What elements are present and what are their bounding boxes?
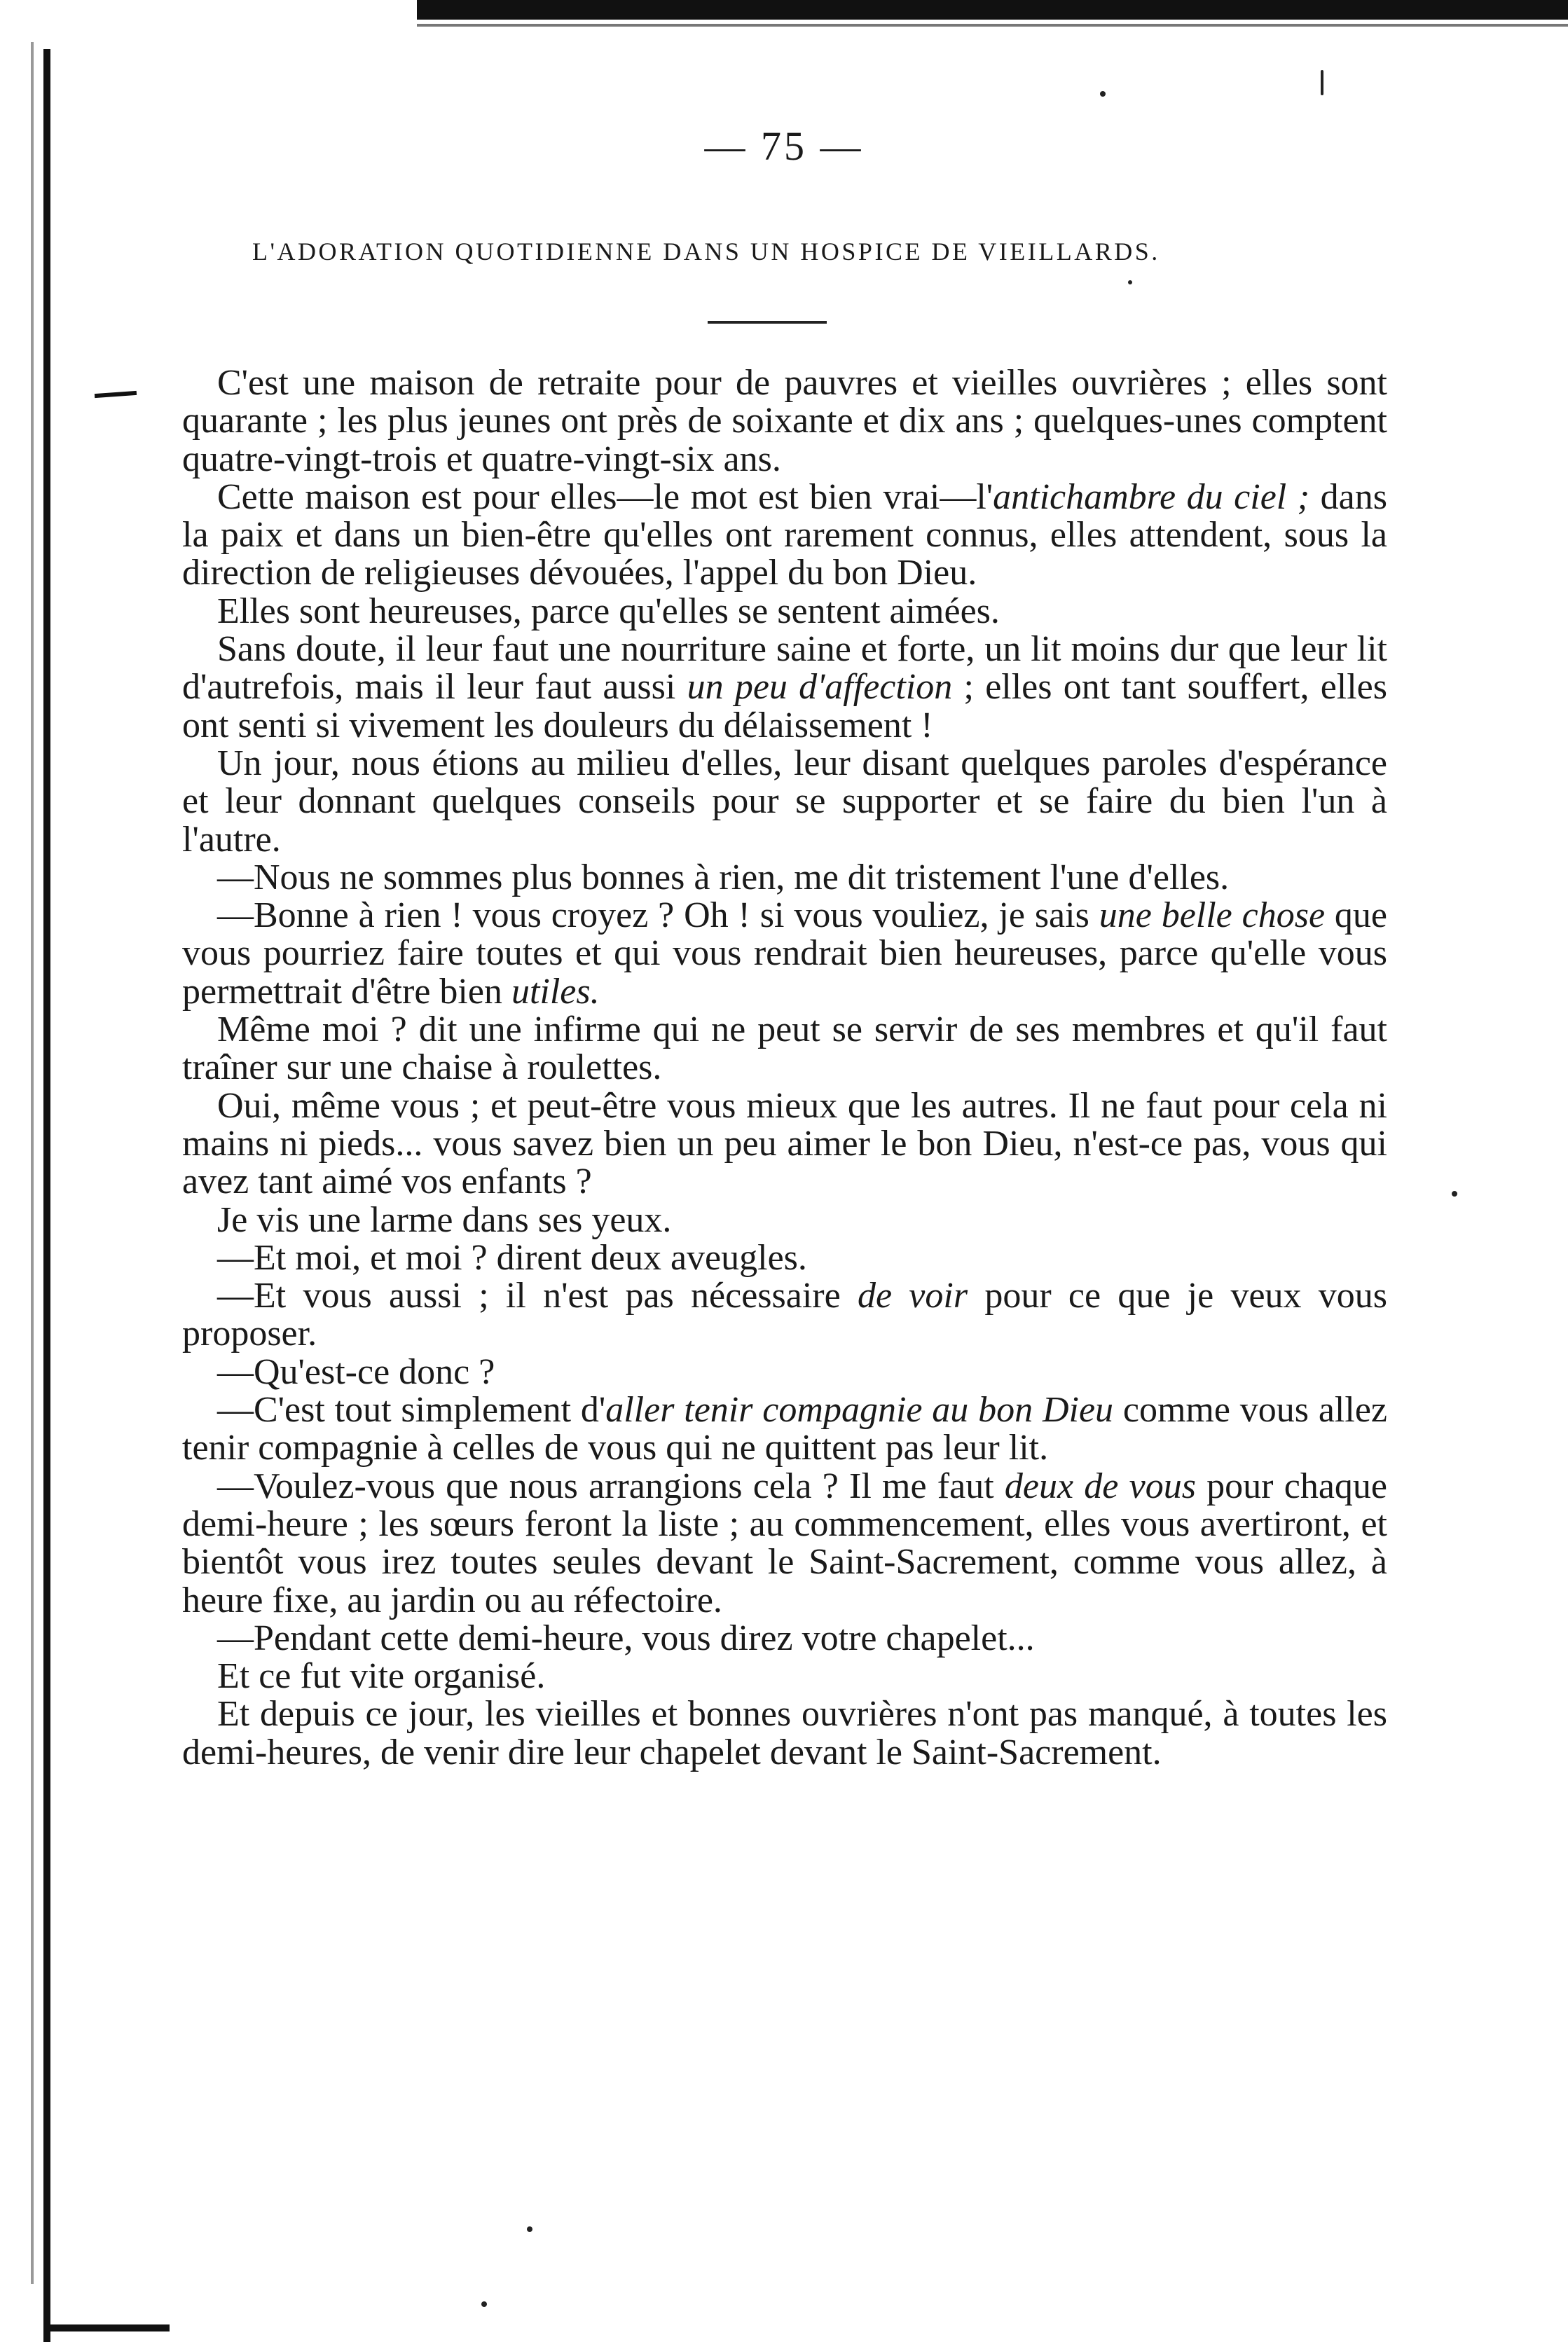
scan-top-rule: [417, 0, 1568, 29]
text-run: pour ce que je veux vous proposer.: [182, 1276, 1388, 1354]
italic-run: un peu d'affection: [687, 667, 953, 708]
text-run: Un jour, nous étions au milieu d'elles, leur disant quelques paroles d'espérance et leur donnant quelques conseils pour se supporter et se faire du bien l'un à l'autre.: [182, 743, 1387, 860]
paragraph: [182, 897, 1387, 1011]
paragraph: [182, 745, 1387, 859]
scan-left-shadow: [31, 42, 34, 2284]
paragraph: [182, 593, 1387, 631]
paragraph: [182, 478, 1387, 593]
text-run: —Qu'est-ce donc ?: [217, 1351, 495, 1392]
section-divider: [708, 321, 827, 324]
scan-speck: [1100, 91, 1106, 97]
paragraph: [182, 859, 1387, 897]
italic-run: deux de vous: [1004, 1466, 1196, 1506]
paragraph: [182, 1353, 1387, 1391]
paragraph: [182, 1620, 1387, 1658]
text-run: C'est une maison de retraite pour de pauvres et vieilles ouvrières ; elles sont quarante ; les plus jeunes ont près de soixante et dix ans ; quelques-unes comptent quatre-vingt-trois et quatre-vingt-six ans.: [182, 363, 1387, 479]
paragraph: [182, 1391, 1387, 1468]
text-run: Elles sont heureuses, parce qu'elles se sentent aimées.: [217, 591, 1000, 631]
paragraph: [182, 1201, 1387, 1239]
paragraph: [182, 1087, 1387, 1201]
text-run: —Nous ne sommes plus bonnes à rien, me dit tristement l'une d'elles.: [217, 857, 1230, 897]
paragraph: [182, 1277, 1387, 1353]
italic-run: une belle chose: [1099, 895, 1326, 936]
text-run: Et ce fut vite organisé.: [217, 1656, 546, 1697]
text-run: pour chaque demi-heure ; les sœurs feront la liste ; au commencement, elles vous avertiront, et bientôt vous irez toutes seules devant le Saint-Sacrement, comme vous allez, à heure fixe, au jardin ou au réfectoire.: [182, 1466, 1387, 1620]
text-run: comme vous allez tenir compagnie à celles de vous qui ne quittent pas leur lit.: [182, 1390, 1387, 1468]
text-run: dans la paix et dans un bien-être qu'elles ont rarement connus, elles attendent, sous la direction de religieuses dévouées, l'appel du bon Dieu.: [182, 476, 1387, 593]
text-run: —Bonne à rien ! vous croyez ? Oh ! si vous vouliez, je sais: [217, 895, 1099, 936]
scan-speck: [527, 2226, 532, 2232]
scan-speck: [481, 2301, 487, 2307]
text-run: —Et vous aussi ; il n'est pas nécessaire: [217, 1276, 858, 1316]
scan-bottom-rule: [43, 2324, 170, 2331]
text-run: —Voulez-vous que nous arrangions cela ? Il me faut: [217, 1466, 1005, 1506]
text-run: Même moi ? dit une infirme qui ne peut se servir de ses membres et qu'il faut traîner sur une chaise à roulettes.: [182, 1010, 1387, 1088]
text-run: Cette maison est pour elles—le mot est bien vrai—l': [217, 476, 993, 517]
scan-speck: [1321, 70, 1323, 95]
text-run: Oui, même vous ; et peut-être vous mieux que les autres. Il ne faut pour cela ni mains ni pieds... vous savez bien un peu aimer le bon Dieu, n'est-ce pas, vous qui avez tant aimé vos enfants ?: [182, 1085, 1387, 1202]
text-run: que vous pourriez faire toutes et qui vous rendrait bien heureuses, parce qu'elle vous permettrait d'être bien: [182, 895, 1388, 1012]
text-run: —Pendant cette demi-heure, vous direz votre chapelet...: [217, 1618, 1035, 1658]
scan-speck: [1128, 280, 1132, 284]
paragraph: [182, 1658, 1387, 1695]
paragraph: [182, 1695, 1387, 1772]
italic-run: utiles.: [511, 971, 600, 1012]
text-run: Sans doute, il leur faut une nourriture saine et forte, un lit moins dur que leur lit d'autrefois, mais il leur faut aussi: [182, 629, 1387, 708]
italic-run: antichambre du ciel ;: [993, 476, 1310, 517]
paragraph: [182, 631, 1387, 745]
text-run: —C'est tout simplement d': [217, 1390, 606, 1431]
margin-dash-mark: [95, 391, 137, 398]
text-run: Je vis une larme dans ses yeux.: [217, 1199, 672, 1240]
paragraph: [182, 1011, 1387, 1087]
scan-speck: [1452, 1191, 1457, 1197]
text-run: —Et moi, et moi ? dirent deux aveugles.: [217, 1237, 807, 1278]
italic-run: de voir: [857, 1276, 968, 1316]
paragraph: [182, 1239, 1387, 1277]
text-run: ; elles ont tant souffert, elles ont senti si vivement les douleurs du délaissement !: [182, 667, 1387, 745]
paragraph: [182, 1468, 1387, 1620]
italic-run: aller tenir compagnie au bon Dieu: [605, 1390, 1114, 1431]
chapter-heading: L'ADORATION QUOTIDIENNE DANS UN HOSPICE DE VIEILLARDS.: [252, 237, 1160, 266]
page-number: — 75 —: [704, 123, 864, 169]
body-text: [182, 364, 1387, 1772]
text-run: Et depuis ce jour, les vieilles et bonnes ouvrières n'ont pas manqué, à toutes les demi-heures, de venir dire leur chapelet devant le Saint-Sacrement.: [182, 1694, 1387, 1772]
scan-left-edge: [43, 49, 50, 2342]
paragraph: [182, 364, 1387, 478]
